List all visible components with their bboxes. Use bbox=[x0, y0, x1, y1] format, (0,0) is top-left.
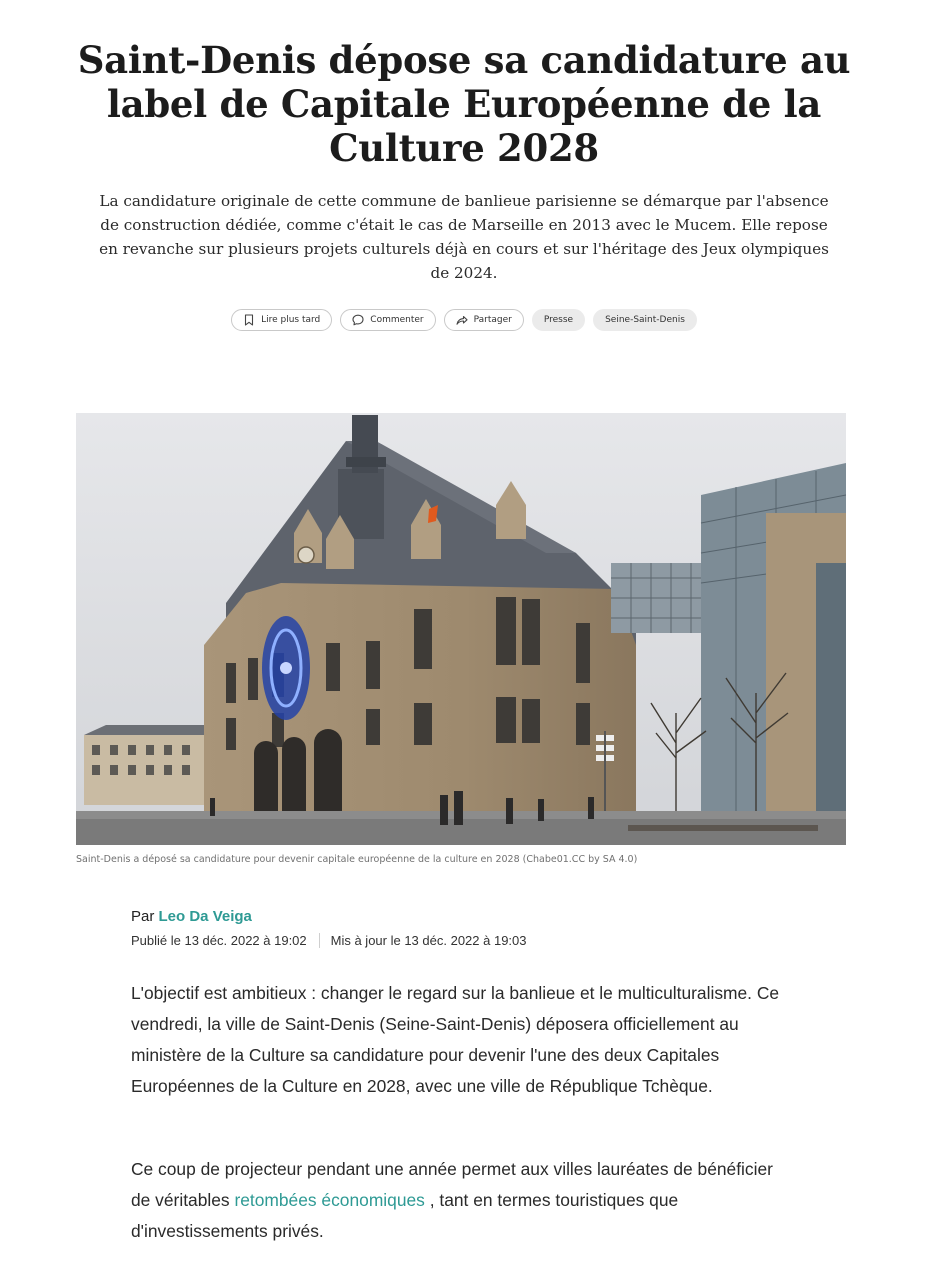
date-separator bbox=[319, 933, 320, 948]
published-date: Publié le 13 déc. 2022 à 19:02 bbox=[131, 933, 307, 948]
article-chapo: La candidature originale de cette commune de banlieue parisienne se démarque par l'absence de construction dédiée, comme c'était le cas de Marseille en 2013 avec le Mucem. Elle repose en revanche sur plusieurs projets culturels déjà en cours et sur l'héritage des Jeux olympiques de 2024. bbox=[99, 192, 829, 282]
bookmark-icon bbox=[243, 314, 255, 326]
share-button[interactable] bbox=[444, 309, 524, 331]
comment-bubble-icon bbox=[352, 314, 364, 326]
comment-button[interactable] bbox=[340, 309, 435, 331]
byline bbox=[131, 908, 252, 925]
tag-presse[interactable]: Presse bbox=[532, 309, 585, 331]
share-label: Partager bbox=[473, 315, 512, 325]
comment-label: Commenter bbox=[370, 315, 424, 325]
photo-caption: Saint-Denis a déposé sa candidature pour devenir capitale européenne de la culture en 2028 (Chabe01.CC by SA 4.0) bbox=[76, 854, 638, 865]
share-arrow-icon bbox=[456, 314, 468, 326]
body-paragraph-2-end: , tant en termes touristiques que d'investissements privés. bbox=[131, 1190, 679, 1241]
read-later-button[interactable] bbox=[231, 309, 332, 331]
body-paragraph-1: L'objectif est ambitieux : changer le regard sur la banlieue et le multiculturalisme. Ce vendredi, la ville de Saint-Denis (Seine-Saint-Denis) déposera officiellement au ministère de la Culture sa candidature pour devenir l'une des deux Capitales Européennes de la Culture en 2028, avec une ville de République Tchèque. bbox=[131, 983, 780, 1096]
tag-seine-saint-denis[interactable]: Seine-Saint-Denis bbox=[593, 309, 697, 331]
body-paragraph-2 bbox=[131, 1154, 781, 1247]
article-photo bbox=[76, 413, 846, 845]
read-later-label: Lire plus tard bbox=[261, 315, 321, 325]
article-actions-bar bbox=[0, 308, 928, 332]
author-link[interactable]: Leo Da Veiga bbox=[158, 908, 252, 925]
updated-date: Mis à jour le 13 déc. 2022 à 19:03 bbox=[330, 933, 527, 948]
economic-impact-link[interactable]: retombées économiques bbox=[234, 1190, 425, 1210]
article-title: Saint-Denis dépose sa candidature au label de Capitale Européenne de la Culture 2028 bbox=[77, 38, 851, 170]
body-paragraph-2-start: Ce coup de projecteur pendant une année permet aux villes lauréates de bénéficier de véritables bbox=[131, 1159, 773, 1210]
byline-prefix: Par bbox=[131, 908, 155, 925]
publication-dates bbox=[131, 933, 527, 948]
